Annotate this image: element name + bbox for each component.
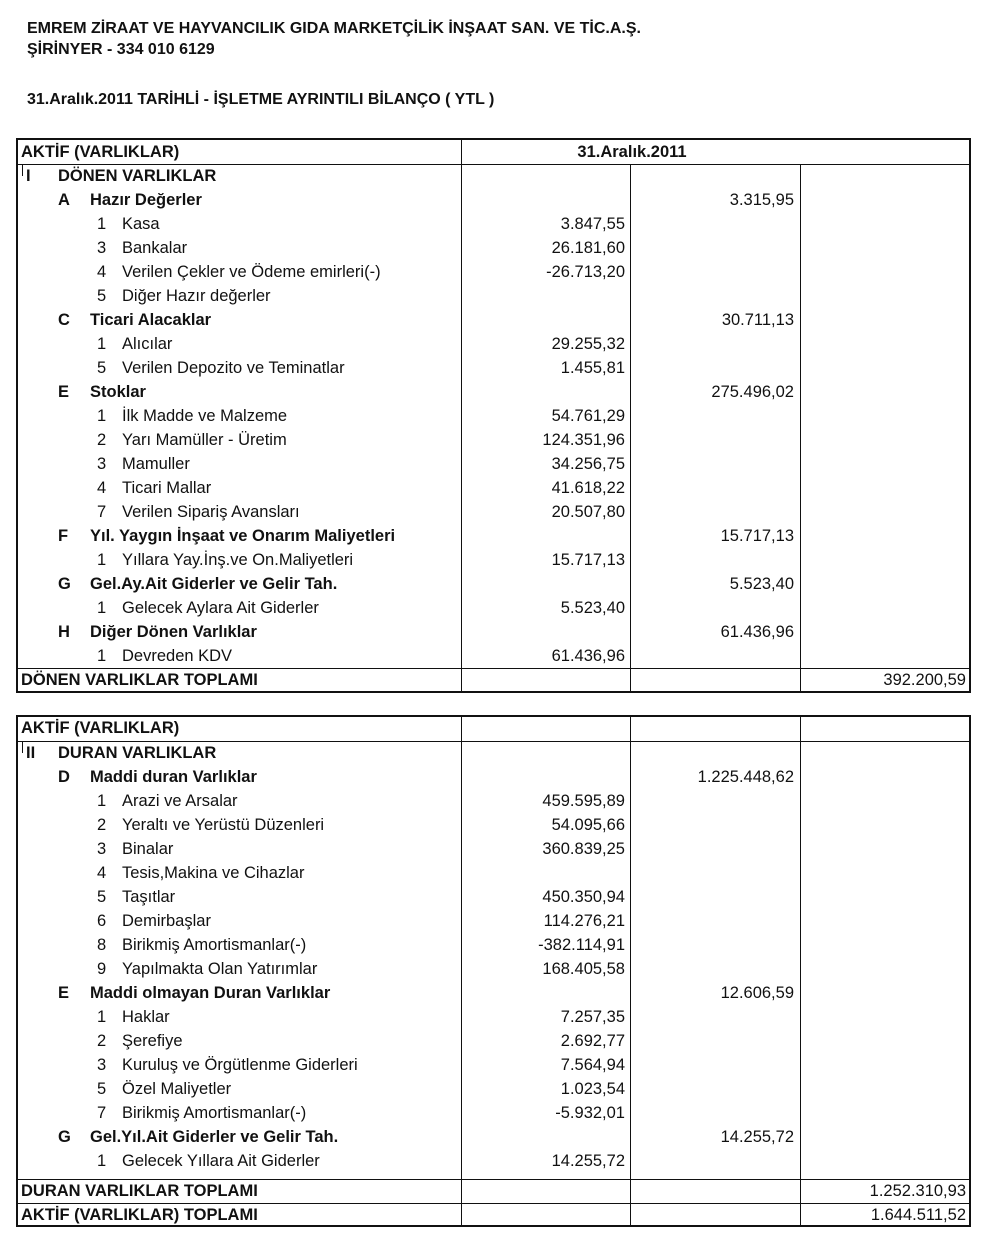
account-row bbox=[18, 789, 969, 813]
account-row bbox=[18, 452, 969, 476]
account-code: 1 bbox=[97, 599, 107, 617]
date-column-header: 31.Aralık.2011 bbox=[577, 143, 687, 161]
account-row bbox=[18, 284, 969, 308]
account-label: Hazır Değerler bbox=[90, 191, 202, 209]
account-label: Birikmiş Amortismanlar(-) bbox=[122, 936, 307, 954]
detail-amount: 29.255,32 bbox=[551, 335, 625, 353]
account-code: II bbox=[26, 744, 36, 762]
account-row bbox=[18, 404, 969, 428]
total-row bbox=[18, 668, 969, 692]
account-code: E bbox=[58, 984, 70, 1002]
subtotal-amount: 3.315,95 bbox=[729, 191, 794, 209]
account-label: DÖNEN VARLIKLAR bbox=[58, 167, 217, 185]
account-row bbox=[18, 1077, 969, 1101]
subtotal-amount: 14.255,72 bbox=[720, 1128, 794, 1146]
total-value: 392.200,59 bbox=[883, 671, 966, 689]
account-code: E bbox=[58, 383, 70, 401]
detail-amount: 54.761,29 bbox=[551, 407, 625, 425]
detail-amount: 450.350,94 bbox=[542, 888, 625, 906]
account-label: Bankalar bbox=[122, 239, 188, 257]
account-row bbox=[18, 428, 969, 452]
account-row bbox=[18, 476, 969, 500]
account-row bbox=[18, 332, 969, 356]
account-code: 2 bbox=[97, 1032, 107, 1050]
account-code: 5 bbox=[97, 1080, 107, 1098]
detail-amount: 459.595,89 bbox=[542, 792, 625, 810]
account-code: 3 bbox=[97, 1056, 107, 1074]
account-code: F bbox=[58, 527, 69, 545]
account-label: Ticari Mallar bbox=[122, 479, 212, 497]
account-label: Yarı Mamüller - Üretim bbox=[122, 431, 287, 449]
account-label: Diğer Hazır değerler bbox=[122, 287, 271, 305]
detail-amount: 20.507,80 bbox=[551, 503, 625, 521]
account-code: 1 bbox=[97, 335, 107, 353]
total-label: AKTİF (VARLIKLAR) TOPLAMI bbox=[21, 1206, 258, 1224]
total-value: 1.252.310,93 bbox=[869, 1182, 966, 1200]
account-row bbox=[18, 837, 969, 861]
account-label: Gel.Yıl.Ait Giderler ve Gelir Tah. bbox=[90, 1128, 339, 1146]
account-code: A bbox=[58, 191, 70, 209]
detail-amount: 1.023,54 bbox=[560, 1080, 625, 1098]
account-row bbox=[18, 885, 969, 909]
account-label: Tesis,Makina ve Cihazlar bbox=[122, 864, 305, 882]
account-code: 3 bbox=[97, 840, 107, 858]
subtotal-amount: 275.496,02 bbox=[711, 383, 794, 401]
subtotal-amount: 1.225.448,62 bbox=[697, 768, 794, 786]
section-row bbox=[18, 1125, 969, 1149]
document-title: 31.Aralık.2011 TARİHLİ - İŞLETME AYRINTILI BİLANÇO ( YTL ) bbox=[27, 91, 495, 108]
section-row bbox=[18, 164, 969, 188]
total-label: DÖNEN VARLIKLAR TOPLAMI bbox=[21, 671, 258, 689]
account-code: H bbox=[58, 623, 70, 641]
account-code: 4 bbox=[97, 479, 107, 497]
section-row bbox=[18, 380, 969, 404]
account-label: Özel Maliyetler bbox=[122, 1080, 232, 1098]
account-row bbox=[18, 260, 969, 284]
account-code: 2 bbox=[97, 431, 107, 449]
account-label: Taşıtlar bbox=[122, 888, 176, 906]
account-code: 1 bbox=[97, 1008, 107, 1026]
account-label: Alıcılar bbox=[122, 335, 173, 353]
account-label: Gelecek Aylara Ait Giderler bbox=[122, 599, 319, 617]
section-row bbox=[18, 765, 969, 789]
account-row bbox=[18, 356, 969, 380]
detail-amount: 7.257,35 bbox=[560, 1008, 625, 1026]
account-label: Maddi olmayan Duran Varlıklar bbox=[90, 984, 331, 1002]
account-code: 4 bbox=[97, 864, 107, 882]
detail-amount: 124.351,96 bbox=[542, 431, 625, 449]
detail-amount: -382.114,91 bbox=[538, 936, 625, 954]
company-name: EMREM ZİRAAT VE HAYVANCILIK GIDA MARKETÇİLİK İNŞAAT SAN. VE TİC.A.Ş. bbox=[27, 20, 641, 37]
account-label: Mamuller bbox=[122, 455, 190, 473]
account-row bbox=[18, 548, 969, 572]
account-code: 1 bbox=[97, 407, 107, 425]
account-code: G bbox=[58, 1128, 71, 1146]
account-label: Devreden KDV bbox=[122, 647, 233, 665]
account-label: Verilen Depozito ve Teminatlar bbox=[122, 359, 345, 377]
account-code: 5 bbox=[97, 287, 107, 305]
section-row bbox=[18, 620, 969, 644]
account-label: Yapılmakta Olan Yatırımlar bbox=[122, 960, 318, 978]
account-code: 2 bbox=[97, 816, 107, 834]
detail-amount: 26.181,60 bbox=[551, 239, 625, 257]
account-row bbox=[18, 1029, 969, 1053]
account-row bbox=[18, 813, 969, 837]
account-row bbox=[18, 909, 969, 933]
account-row bbox=[18, 596, 969, 620]
account-code: C bbox=[58, 311, 70, 329]
account-row bbox=[18, 644, 969, 668]
total-row bbox=[18, 1179, 969, 1203]
section-row bbox=[18, 188, 969, 212]
account-label: Yeraltı ve Yerüstü Düzenleri bbox=[122, 816, 325, 834]
account-code: 1 bbox=[97, 551, 107, 569]
account-label: Demirbaşlar bbox=[122, 912, 211, 930]
detail-amount: 14.255,72 bbox=[551, 1152, 625, 1170]
detail-amount: 2.692,77 bbox=[560, 1032, 625, 1050]
detail-amount: -5.932,01 bbox=[555, 1104, 625, 1122]
account-code: 1 bbox=[97, 647, 107, 665]
account-label: Diğer Dönen Varlıklar bbox=[90, 623, 257, 641]
account-label: Maddi duran Varlıklar bbox=[90, 768, 257, 786]
detail-amount: -26.713,20 bbox=[546, 263, 625, 281]
subtotal-amount: 5.523,40 bbox=[729, 575, 794, 593]
account-label: Kuruluş ve Örgütlenme Giderleri bbox=[122, 1056, 358, 1074]
account-code: 5 bbox=[97, 359, 107, 377]
account-label: İlk Madde ve Malzeme bbox=[122, 407, 288, 425]
account-label: Gel.Ay.Ait Giderler ve Gelir Tah. bbox=[90, 575, 338, 593]
account-label: Verilen Çekler ve Ödeme emirleri(-) bbox=[122, 263, 381, 281]
account-label: DURAN VARLIKLAR bbox=[58, 744, 217, 762]
detail-amount: 114.276,21 bbox=[543, 912, 625, 930]
account-label: Ticari Alacaklar bbox=[90, 311, 212, 329]
detail-amount: 1.455,81 bbox=[560, 359, 625, 377]
subtotal-amount: 61.436,96 bbox=[720, 623, 794, 641]
table-heading: AKTİF (VARLIKLAR) bbox=[21, 719, 180, 737]
account-code: 3 bbox=[97, 455, 107, 473]
account-code: 3 bbox=[97, 239, 107, 257]
detail-amount: 34.256,75 bbox=[551, 455, 625, 473]
account-label: Haklar bbox=[122, 1008, 170, 1026]
account-code: 5 bbox=[97, 888, 107, 906]
detail-amount: 61.436,96 bbox=[551, 647, 625, 665]
section-row bbox=[18, 572, 969, 596]
account-row bbox=[18, 212, 969, 236]
current-assets-table bbox=[16, 138, 971, 693]
account-row bbox=[18, 957, 969, 981]
subtotal-amount: 12.606,59 bbox=[720, 984, 794, 1002]
section-row bbox=[18, 308, 969, 332]
detail-amount: 5.523,40 bbox=[560, 599, 625, 617]
fixed-assets-table bbox=[16, 715, 971, 1227]
account-code: 4 bbox=[97, 263, 107, 281]
account-row bbox=[18, 500, 969, 524]
account-row bbox=[18, 861, 969, 885]
detail-amount: 168.405,58 bbox=[542, 960, 625, 978]
account-code: 6 bbox=[97, 912, 107, 930]
detail-amount: 3.847,55 bbox=[560, 215, 625, 233]
account-row bbox=[18, 933, 969, 957]
table-heading-row bbox=[18, 140, 969, 164]
section-row bbox=[18, 981, 969, 1005]
account-label: Arazi ve Arsalar bbox=[122, 792, 238, 810]
section-row bbox=[18, 741, 969, 765]
account-row bbox=[18, 1053, 969, 1077]
table-heading: AKTİF (VARLIKLAR) bbox=[21, 143, 180, 161]
account-label: Binalar bbox=[122, 840, 174, 858]
account-label: Kasa bbox=[122, 215, 160, 233]
detail-amount: 41.618,22 bbox=[551, 479, 625, 497]
total-label: DURAN VARLIKLAR TOPLAMI bbox=[21, 1182, 258, 1200]
section-row bbox=[18, 524, 969, 548]
account-code: 9 bbox=[97, 960, 107, 978]
account-label: Verilen Sipariş Avansları bbox=[122, 503, 300, 521]
account-row bbox=[18, 1149, 969, 1173]
account-code: 1 bbox=[97, 1152, 107, 1170]
account-code: G bbox=[58, 575, 71, 593]
account-code: 1 bbox=[97, 792, 107, 810]
subtotal-amount: 30.711,13 bbox=[721, 311, 794, 329]
account-code: 7 bbox=[97, 1104, 107, 1122]
company-office: ŞİRİNYER - 334 010 6129 bbox=[27, 41, 215, 58]
account-code: 1 bbox=[97, 215, 107, 233]
account-label: Şerefiye bbox=[122, 1032, 183, 1050]
account-label: Stoklar bbox=[90, 383, 146, 401]
detail-amount: 360.839,25 bbox=[542, 840, 625, 858]
account-label: Yıllara Yay.İnş.ve On.Maliyetleri bbox=[122, 551, 354, 569]
account-row bbox=[18, 236, 969, 260]
subtotal-amount: 15.717,13 bbox=[720, 527, 794, 545]
account-row bbox=[18, 1101, 969, 1125]
detail-amount: 7.564,94 bbox=[560, 1056, 625, 1074]
detail-amount: 15.717,13 bbox=[551, 551, 625, 569]
account-label: Yıl. Yaygın İnşaat ve Onarım Maliyetleri bbox=[90, 527, 396, 545]
total-value: 1.644.511,52 bbox=[870, 1206, 966, 1224]
account-row bbox=[18, 1005, 969, 1029]
account-code: 7 bbox=[97, 503, 107, 521]
table-heading-row bbox=[18, 716, 969, 740]
detail-amount: 54.095,66 bbox=[551, 816, 625, 834]
account-code: 8 bbox=[97, 936, 107, 954]
account-code: I bbox=[26, 167, 31, 185]
account-label: Gelecek Yıllara Ait Giderler bbox=[122, 1152, 320, 1170]
account-code: D bbox=[58, 768, 70, 786]
account-label: Birikmiş Amortismanlar(-) bbox=[122, 1104, 307, 1122]
total-row bbox=[18, 1203, 969, 1227]
